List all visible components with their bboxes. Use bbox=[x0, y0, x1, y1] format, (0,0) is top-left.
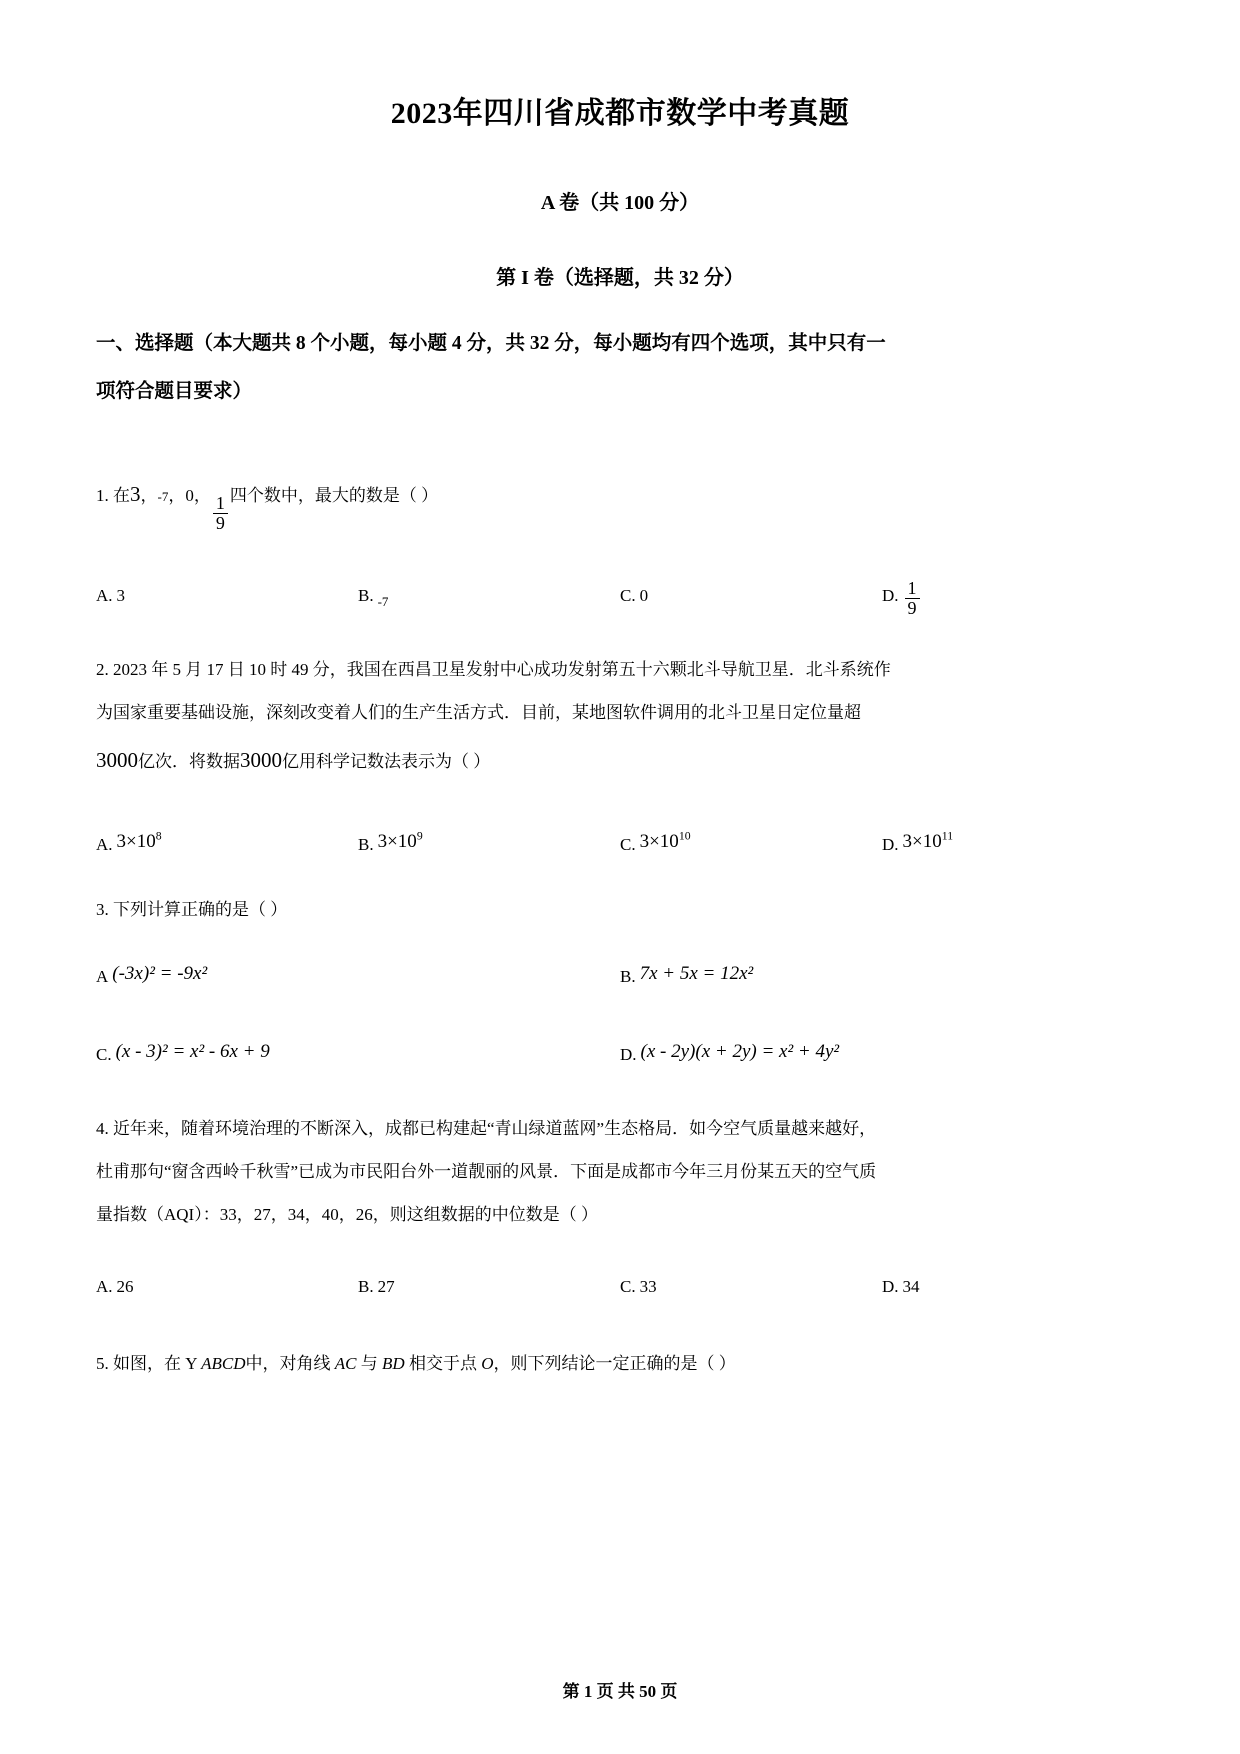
question-5-text-4: 相交于点 bbox=[408, 1354, 477, 1374]
option-4-c-label: C. bbox=[620, 1276, 636, 1296]
question-3 bbox=[96, 866, 1144, 1076]
question-4-options bbox=[96, 1237, 1144, 1308]
option-2-c-base: 3×10 bbox=[639, 830, 679, 852]
option-1-b-label: B. bbox=[358, 586, 374, 606]
question-4-number: 4. bbox=[96, 1118, 109, 1138]
option-2-d-base: 3×10 bbox=[902, 830, 942, 852]
question-5-text-2: 中，对角线 bbox=[245, 1354, 331, 1374]
volume-heading: A 卷（共 100 分） bbox=[540, 192, 700, 214]
option-4-d-value: 34 bbox=[902, 1276, 920, 1296]
question-4-line-2: 杜甫那句“窗含西岭千秋雪”已成为市民阳台外一道靓丽的风景．下面是成都市今年三月份某五天的空气质 bbox=[96, 1161, 877, 1181]
option-2-c[interactable] bbox=[620, 818, 882, 866]
question-5-text-5: ，则下列结论一定正确的是（ ） bbox=[493, 1354, 736, 1374]
question-2-number-value-2: 3000 bbox=[240, 748, 282, 773]
option-3-c-label: C. bbox=[96, 1045, 112, 1065]
option-3-c-expression: (x - 3)² = x² - 6x + 9 bbox=[115, 1041, 270, 1063]
option-2-b-label: B. bbox=[358, 835, 374, 855]
question-1-number: 1. bbox=[96, 485, 109, 505]
fraction-numerator: 1 bbox=[215, 492, 225, 513]
question-5-number: 5. bbox=[96, 1354, 109, 1374]
question-2-line-2: 为国家重要基础设施，深刻改变着人们的生产生活方式．目前，某地图软件调用的北斗卫星日定位量超 bbox=[96, 703, 861, 723]
option-1-b-value: -7 bbox=[377, 593, 389, 609]
question-3-stem bbox=[96, 888, 1144, 931]
option-4-b[interactable] bbox=[358, 1265, 620, 1308]
question-1-text-b: 四个数中，最大的数是（ ） bbox=[229, 485, 439, 505]
question-1-value-1: 3 bbox=[130, 481, 141, 506]
option-2-a-value bbox=[117, 818, 162, 866]
question-4 bbox=[96, 1077, 1144, 1308]
part-heading: 第 I 卷（选择题，共 32 分） bbox=[496, 267, 744, 289]
option-3-b-expression: 7x + 5x = 12x² bbox=[639, 962, 754, 984]
question-1-sep-1: ， bbox=[140, 485, 158, 505]
option-4-a[interactable] bbox=[96, 1265, 358, 1308]
option-3-a-label: A bbox=[96, 966, 109, 986]
option-3-c[interactable] bbox=[96, 1028, 620, 1076]
option-2-b-base: 3×10 bbox=[377, 830, 417, 852]
question-3-options-row-1 bbox=[96, 932, 1144, 998]
question-1-value-2: -7 bbox=[157, 488, 169, 504]
option-2-d[interactable] bbox=[882, 818, 1144, 866]
option-2-c-value bbox=[640, 818, 691, 866]
option-1-d-label: D. bbox=[882, 586, 899, 606]
question-2-text-1: 2023 年 5 月 17 日 10 时 49 分，我国在西昌卫星发射中心成功发射第五十六颗北斗导航卫星．北斗系统作 bbox=[113, 659, 891, 679]
option-1-d[interactable] bbox=[882, 574, 1144, 617]
question-1-stem bbox=[96, 468, 1144, 533]
question-4-aqi-label: AQI bbox=[164, 1205, 195, 1225]
question-4-text-2: 量指数（ bbox=[96, 1205, 164, 1225]
question-4-text-3: ）：33，27，34，40，26，则这组数据的中位数是（ ） bbox=[194, 1205, 598, 1225]
question-5-diagonal-bd: BD bbox=[382, 1354, 405, 1374]
page-title: 2023年四川省成都市数学中考真题 bbox=[390, 97, 850, 130]
option-4-a-label: A. bbox=[96, 1276, 113, 1296]
question-5-point-o: O bbox=[481, 1354, 494, 1374]
question-2-options bbox=[96, 788, 1144, 866]
question-2 bbox=[96, 618, 1144, 867]
question-2-number: 2. bbox=[96, 659, 109, 679]
option-3-d-label: D. bbox=[620, 1045, 637, 1065]
option-1-d-fraction bbox=[905, 579, 920, 618]
question-5-stem bbox=[96, 1342, 1144, 1385]
option-1-a-value: 3 bbox=[116, 586, 126, 606]
question-5-parallelogram: ABCD bbox=[201, 1354, 246, 1374]
option-4-b-value: 27 bbox=[377, 1276, 395, 1296]
question-3-options-row-2 bbox=[96, 998, 1144, 1076]
fraction-denominator: 9 bbox=[213, 513, 228, 533]
option-1-c[interactable] bbox=[620, 574, 882, 617]
option-1-a[interactable] bbox=[96, 574, 358, 617]
option-1-c-label: C. bbox=[620, 586, 636, 606]
option-2-d-label: D. bbox=[882, 835, 899, 855]
question-4-line-1 bbox=[96, 1107, 1144, 1150]
question-3-text: 下列计算正确的是（ ） bbox=[113, 900, 288, 920]
option-3-d-expression: (x - 2y)(x + 2y) = x² + 4y² bbox=[640, 1041, 840, 1063]
option-4-c[interactable] bbox=[620, 1265, 882, 1308]
question-4-line-3 bbox=[96, 1193, 1144, 1236]
question-2-line-1 bbox=[96, 648, 1144, 691]
question-2-text-2: 亿次．将数据 bbox=[138, 752, 240, 772]
option-2-b[interactable] bbox=[358, 818, 620, 866]
option-4-b-label: B. bbox=[358, 1276, 374, 1296]
page-footer: 第 1 页 共 50 页 bbox=[562, 1682, 678, 1701]
option-3-d[interactable] bbox=[620, 1028, 1144, 1076]
fraction-numerator: 1 bbox=[907, 577, 917, 598]
option-3-b-label: B. bbox=[620, 966, 636, 986]
option-4-c-value: 33 bbox=[639, 1276, 657, 1296]
question-2-line-3 bbox=[96, 734, 1144, 788]
option-2-b-exponent: 9 bbox=[416, 829, 423, 843]
section-heading-line1: 一、选择题（本大题共 8 个小题，每小题 4 分，共 32 分，每小题均有四个选项，其中只有一 bbox=[96, 333, 886, 354]
question-5-text-1: 如图，在 Y bbox=[113, 1354, 197, 1374]
option-4-d-label: D. bbox=[882, 1276, 899, 1296]
option-1-c-value: 0 bbox=[639, 586, 649, 606]
question-1-value-3: 0 bbox=[185, 485, 194, 505]
option-1-a-label: A. bbox=[96, 586, 113, 606]
option-2-c-label: C. bbox=[620, 835, 636, 855]
option-2-a[interactable] bbox=[96, 818, 358, 866]
fraction-denominator: 9 bbox=[905, 598, 920, 618]
option-3-a[interactable] bbox=[96, 950, 620, 998]
section-heading-line2: 项符合题目要求） bbox=[96, 380, 253, 402]
question-3-number: 3. bbox=[96, 900, 109, 920]
option-2-a-label: A. bbox=[96, 835, 113, 855]
question-2-number-value-1: 3000 bbox=[96, 748, 138, 773]
question-1-fraction bbox=[213, 494, 228, 533]
option-1-b[interactable] bbox=[358, 574, 620, 617]
option-3-a-expression: (-3x)² = -9x² bbox=[112, 962, 208, 984]
question-1-sep-3: ， bbox=[193, 485, 211, 505]
question-5-diagonal-ac: AC bbox=[334, 1354, 357, 1374]
question-2-text-3: 亿用科学记数法表示为（ ） bbox=[282, 752, 491, 772]
question-4-text-1: 近年来，随着环境治理的不断深入，成都已构建起“青山绿道蓝网”生态格局．如今空气质量越来越好， bbox=[113, 1118, 877, 1138]
option-2-c-exponent: 10 bbox=[678, 829, 691, 843]
question-1 bbox=[96, 416, 1144, 618]
question-5-text-3: 与 bbox=[360, 1354, 378, 1374]
option-2-b-value bbox=[378, 818, 423, 866]
option-2-a-base: 3×10 bbox=[116, 830, 156, 852]
option-2-d-value bbox=[903, 818, 954, 866]
question-5 bbox=[96, 1308, 1144, 1385]
option-4-d[interactable] bbox=[882, 1265, 1144, 1308]
option-2-d-exponent: 11 bbox=[941, 829, 954, 843]
section-heading bbox=[96, 290, 1144, 416]
question-1-text-a: 在 bbox=[113, 485, 130, 505]
question-1-options bbox=[96, 532, 1144, 617]
option-3-b[interactable] bbox=[620, 950, 1144, 998]
option-2-a-exponent: 8 bbox=[155, 829, 162, 843]
question-1-sep-2: ， bbox=[168, 485, 186, 505]
option-4-a-value: 26 bbox=[116, 1276, 134, 1296]
